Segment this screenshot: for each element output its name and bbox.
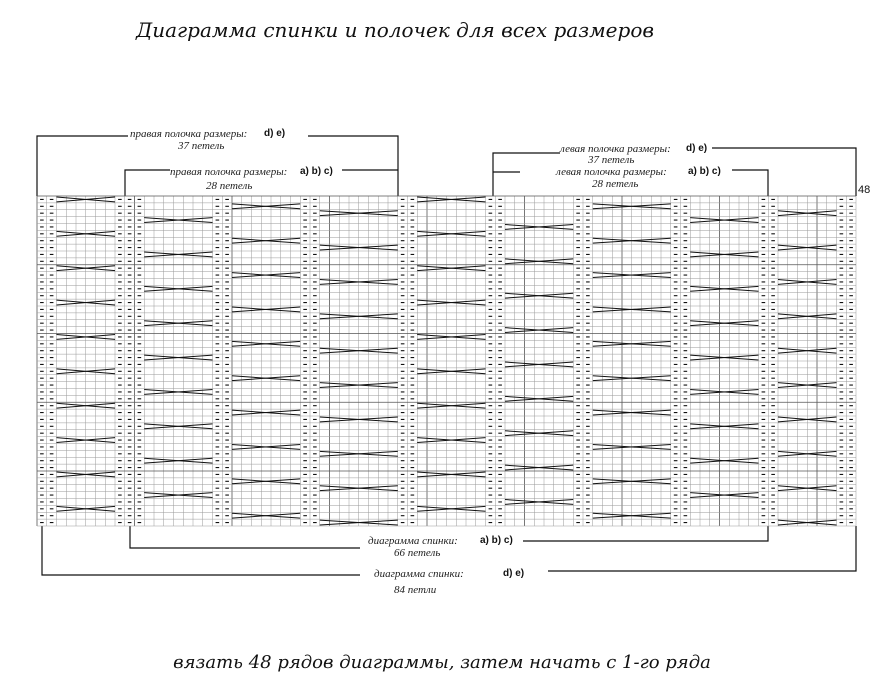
row-count-label: 48: [858, 184, 871, 196]
stitches-left-front-abc: 28 петель: [592, 178, 639, 190]
stitches-right-front-abc: 28 петель: [206, 180, 253, 192]
bracket-left-front-de-right: [712, 148, 856, 196]
sizes-back-abc: a) b) c): [480, 535, 513, 546]
label-left-front-abc: левая полочка размеры:: [556, 166, 667, 178]
sizes-left-front-abc: a) b) c): [688, 166, 721, 177]
bracket-right-front-abc: [125, 170, 170, 196]
label-right-front-de-text: правая полочка размеры:: [130, 128, 248, 140]
chart-grid: [37, 196, 856, 526]
footer-instruction: вязать 48 рядов диаграммы, затем начать с 1-го ряда: [173, 652, 711, 673]
label-back-de: диаграмма спинки:: [374, 568, 464, 580]
sizes-left-front-de: d) e): [686, 143, 708, 154]
bracket-left-front-abc-right: [732, 170, 768, 196]
stitches-back-de: 84 петли: [394, 584, 437, 596]
label-right-front-de: [130, 128, 247, 140]
label-back-abc: диаграмма спинки:: [368, 535, 458, 547]
page-title: Диаграмма спинки и полочек для всех размеров: [135, 18, 655, 42]
stitches-left-front-de: 37 петель: [588, 154, 635, 166]
sizes-back-de: d) e): [503, 568, 525, 579]
bracket-back-abc-right: [523, 526, 768, 541]
stitches-back-abc: 66 петель: [394, 547, 441, 559]
stitches-right-front-de: 37 петель: [178, 140, 225, 152]
label-right-front-abc: правая полочка размеры:: [170, 166, 288, 178]
label-left-front-de: левая полочка размеры:: [560, 143, 671, 155]
sizes-right-front-de: d) e): [264, 128, 286, 139]
sizes-right-front-abc: a) b) c): [300, 166, 333, 177]
bracket-back-de-right: [548, 526, 856, 571]
bracket-back-de: [42, 526, 360, 575]
bracket-back-abc: [130, 526, 360, 548]
bracket-left-front-de: [493, 153, 560, 196]
bracket-right-front-de: [37, 136, 128, 196]
